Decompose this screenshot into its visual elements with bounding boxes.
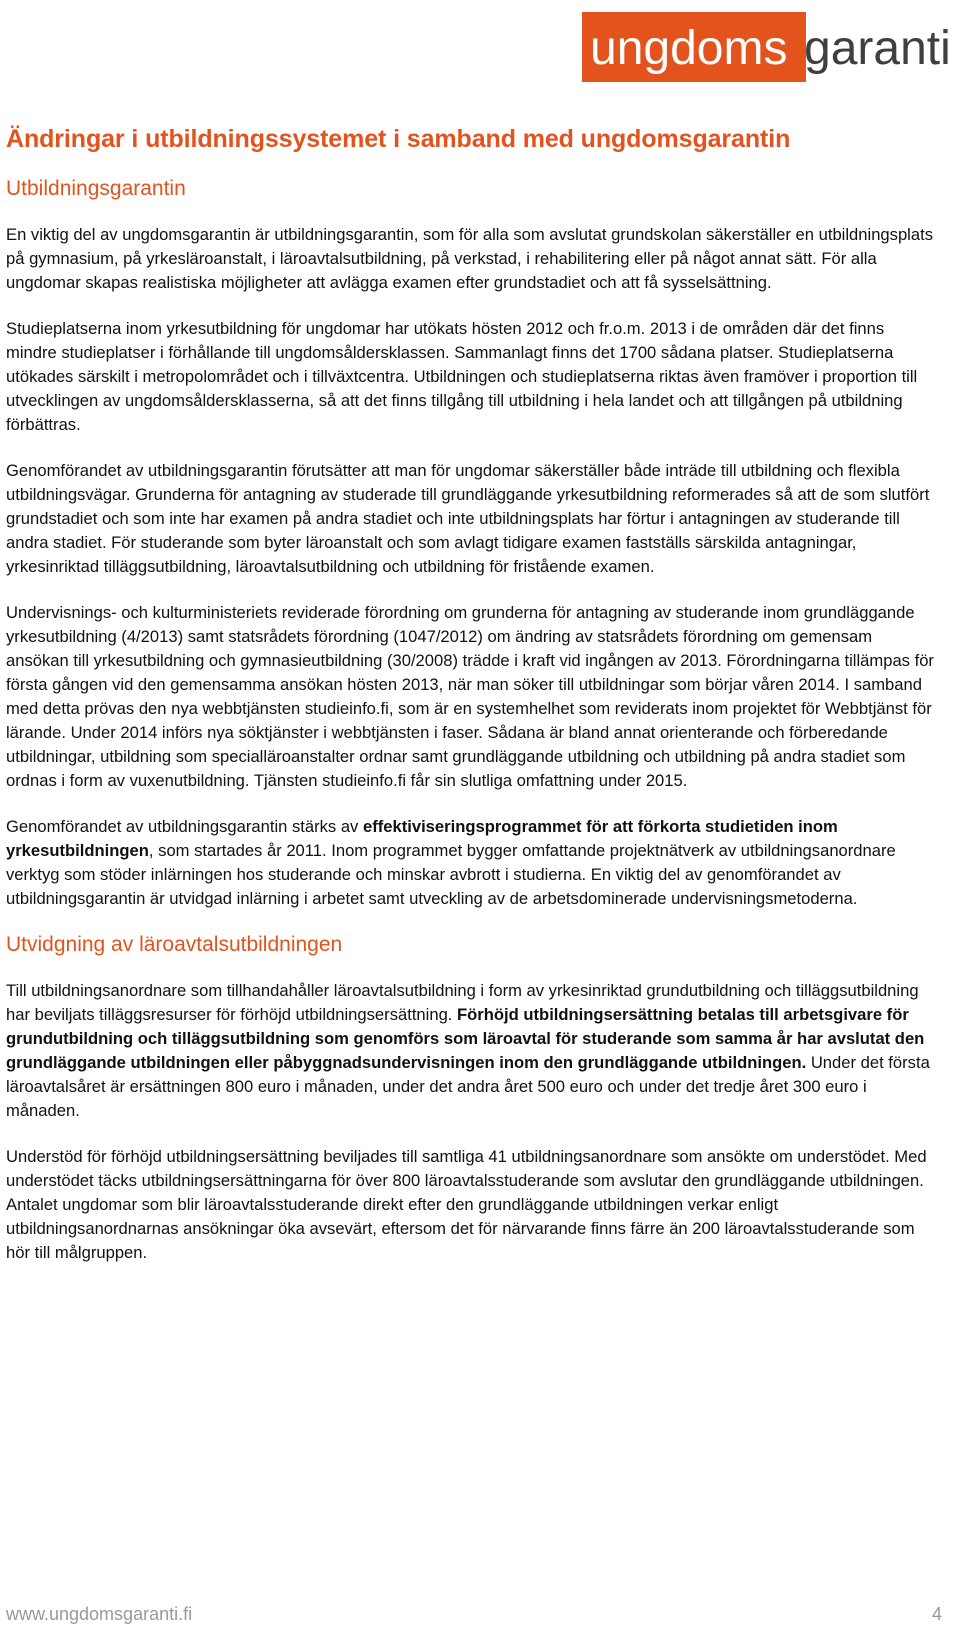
page-title: Ändringar i utbildningssystemet i samband med ungdomsgarantin — [6, 125, 791, 153]
paragraph-text: Genomförandet av utbildningsgarantin stärks av — [6, 817, 363, 836]
paragraph: Studieplatserna inom yrkesutbildning för ungdomar har utökats hösten 2012 och fr.o.m. 2013 i de områden där det finns mindre studieplatser i förhållande till ungdomsåldersklassen. Sammanlagt finns det 1700 sådana platser. Studieplatserna utökades särskilt i metropolområdet och i tillväxtcentra. Utbildningen och studieplatserna riktas även framöver i proportion till utvecklingen av ungdomsåldersklasserna, så att det finns tillgång till utbildning i hela landet och att tillgången på utbildning förbättras. — [6, 319, 918, 434]
logo-text-ungdoms: ungdoms — [590, 22, 788, 75]
paragraph: Undervisnings- och kulturministeriets reviderade förordning om grunderna för antagning av studerande inom grundläggande yrkesutbildning (4/2013) samt statsrådets förordning (1047/2012) om ändring av statsrådets förordning om gemensam ansökan till yrkesutbildning och gymnasieutbildning (30/2008) trädde i kraft vid ingången av 2013. Förordningarna tillämpas för första gången vid den gemensamma ansökan hösten 2013, när man söker till utbildningar som börjar våren 2014. I samband med detta prövas den nya webbtjänsten studieinfo.fi, som är en systemhelhet som reviderats inom projektet för Webbtjänst för lärande. Under 2014 införs nya söktjänster i webbtjänsten i faser. Sådana är bland annat orienterande och förberedande utbildningar, utbildning som specialläroanstalter ordnar samt grundläggande utbildning och utbildning på andra stadiet som ordnas i form av vuxenutbildning. Tjänsten studieinfo.fi får sin slutliga omfattning under 2015. — [6, 603, 934, 790]
bold-phrase: effektiviseringsprogrammet för att förkorta studietiden inom yrkesutbildningen — [6, 817, 838, 860]
section-heading-utbildningsgarantin: Utbildningsgarantin — [6, 177, 186, 200]
paragraph — [6, 815, 938, 911]
paragraph-text: Under det första läroavtalsåret är ersättningen 800 euro i månaden, under det andra året 500 euro och under det tredje året 300 euro i månaden. — [6, 1053, 930, 1120]
document-body — [6, 123, 938, 1265]
ungdomsgaranti-logo — [578, 4, 960, 86]
bold-phrase: Förhöjd utbildningsersättning betalas till arbetsgivare för grundutbildning och tilläggsutbildning som genomförs som läroavtal för studerande som samma år har avslutat den grundläggande utbildningen eller påbyggnadsundervisningen inom den grundläggande utbildningen. — [6, 1005, 925, 1072]
paragraph: Genomförandet av utbildningsgarantin förutsätter att man för ungdomar säkerställer både inträde till utbildning och flexibla utbildningsvägar. Grunderna för antagning av studerade till grundläggande yrkesutbildning reformerades så att de som slutfört grundstadiet och som inte har examen på andra stadiet och inte utbildningsplats har förtur i antagningen av studerande till andra stadiet. För studerande som byter läroanstalt och som avlagt tidigare examen fastställs särskilda antagningar, yrkesinriktad tilläggsutbildning, läroavtalsutbildning och utbildning för fristående examen. — [6, 461, 930, 576]
paragraph-text: , som startades år 2011. Inom programmet bygger omfattande projektnätverk av utbildningsanordnare verktyg som stöder inlärningen hos studerande och minskar avbrott i studierna. En viktig del av genomförandet av utbildningsgarantin är utvidgad inlärning i arbetet samt utveckling av de arbetsdominerade undervisningsmetoderna. — [6, 841, 896, 908]
paragraph: Understöd för förhöjd utbildningsersättning beviljades till samtliga 41 utbildningsanordnare som ansökte om understödet. Med understödet täcks utbildningsersättningarna för över 800 läroavtalsstuderande som avslutar den grundläggande utbildningen. Antalet ungdomar som blir läroavtalsstuderande direkt efter den grundläggande utbildningen verkar enligt utbildningsanordnarnas ansökningar öka avsevärt, eftersom det för närvarande finns färre än 200 läroavtalsstuderande som hör till målgruppen. — [6, 1147, 927, 1262]
logo-text-garanti: garanti — [804, 22, 951, 75]
paragraph — [6, 979, 938, 1123]
footer-url: www.ungdomsgaranti.fi — [6, 1604, 193, 1624]
paragraph-text: Till utbildningsanordnare som tillhandahåller läroavtalsutbildning i form av yrkesinriktad grundutbildning och tilläggsutbildning har beviljats tilläggsresurser för förhöjd utbildningsersättning. — [6, 981, 919, 1024]
page-number: 4 — [931, 1604, 942, 1624]
section-heading-laroavtal: Utvidgning av läroavtalsutbildningen — [6, 933, 343, 956]
paragraph: En viktig del av ungdomsgarantin är utbildningsgarantin, som för alla som avslutat grundskolan säkerställer en utbildningsplats på gymnasium, på yrkesläroanstalt, i läroavtalsutbildning, på verkstad, i rehabilitering eller på något annat sätt. För alla ungdomar skapas realistiska möjligheter att avlägga examen efter grundstadiet och att få sysselsättning. — [6, 225, 933, 292]
